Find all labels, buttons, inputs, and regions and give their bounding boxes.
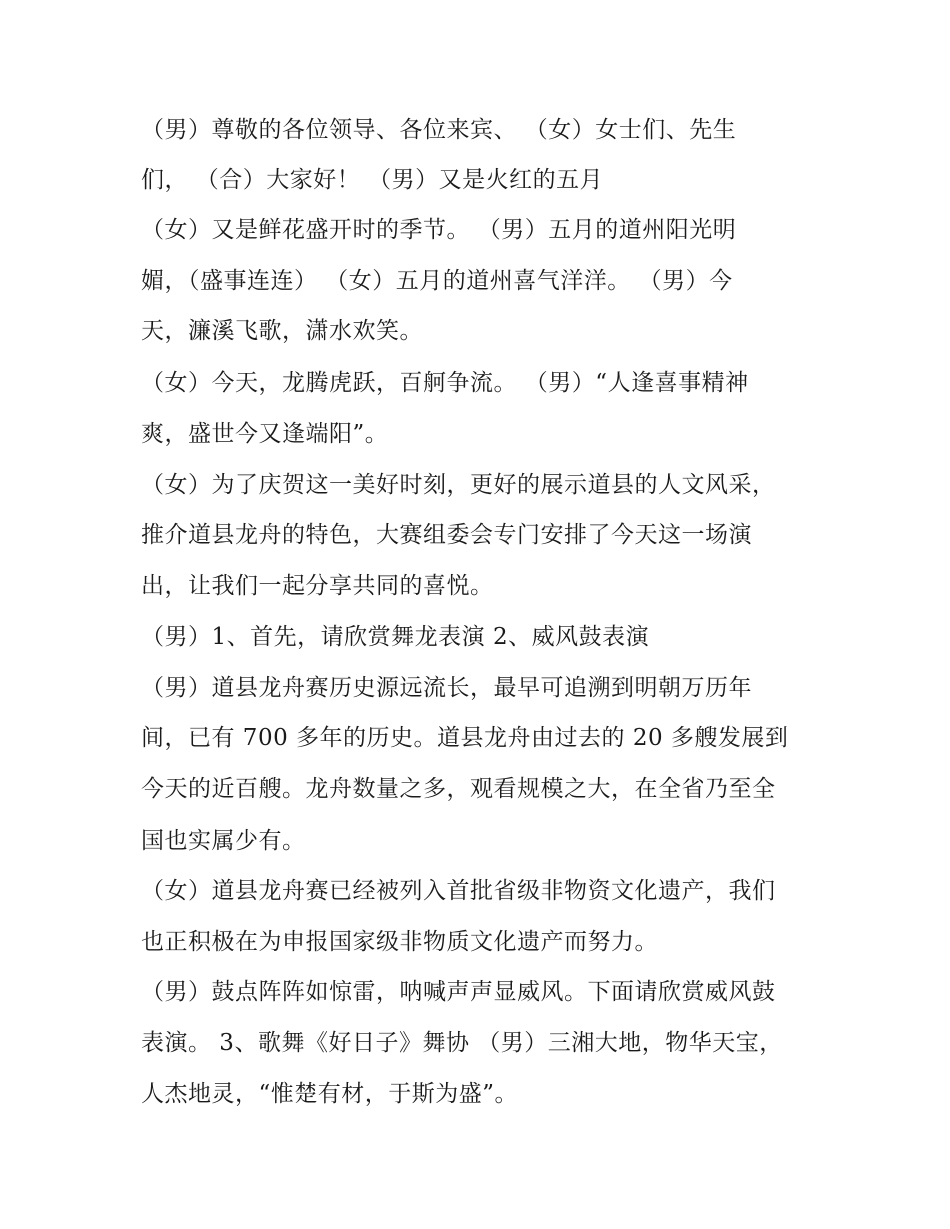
text-line: 们， （合）大家好！ （男）又是火红的五月 (141, 167, 604, 193)
text-line: 也正积极在为申报国家级非物质文化遗产而努力。 (141, 929, 658, 955)
text-line: 人杰地灵，“惟楚有材，于斯为盛”。 (141, 1081, 519, 1107)
text-line: 出，让我们一起分享共同的喜悦。 (141, 573, 494, 599)
text-line: （女）道县龙舟赛已经被列入首批省级非物资文化遗产，我们 (141, 878, 776, 904)
text-line: （女）为了庆贺这一美好时刻，更好的展示道县的人文风采， (141, 472, 776, 498)
text-line: （女）今天，龙腾虎跃，百舸争流。 （男）“人逢喜事精神 (141, 370, 749, 396)
text-line: 爽，盛世今又逢端阳”。 (141, 421, 389, 447)
text-line: 表演。 3、歌舞《好日子》舞协 （男）三湘大地，物华天宝， (141, 1030, 783, 1056)
text-line: 国也实属少有。 (141, 828, 306, 854)
text-line: 间，已有 700 多年的历史。道县龙舟由过去的 20 多艘发展到 (141, 725, 789, 751)
text-line: （男）道县龙舟赛历史源远流长，最早可追溯到明朝万历年 (141, 675, 752, 701)
text-line: （女）又是鲜花盛开时的季节。 （男）五月的道州阳光明 (141, 217, 737, 243)
text-line: 媚，（盛事连连） （女）五月的道州喜气洋洋。 （男）今 (141, 268, 733, 294)
text-line: （男）尊敬的各位领导、各位来宾、 （女）女士们、先生 (141, 117, 737, 143)
text-line: 今天的近百艘。龙舟数量之多，观看规模之大，在全省乃至全 (141, 776, 776, 802)
text-line: 天，濂溪飞歌，潇水欢笑。 (141, 318, 423, 344)
text-line: （男）鼓点阵阵如惊雷，呐喊声声显威风。下面请欣赏威风鼓 (141, 979, 776, 1005)
text-line: （男）1、首先，请欣赏舞龙表演 2、威风鼓表演 (141, 624, 650, 650)
text-line: 推介道县龙舟的特色，大赛组委会专门安排了今天这一场演 (141, 522, 752, 548)
